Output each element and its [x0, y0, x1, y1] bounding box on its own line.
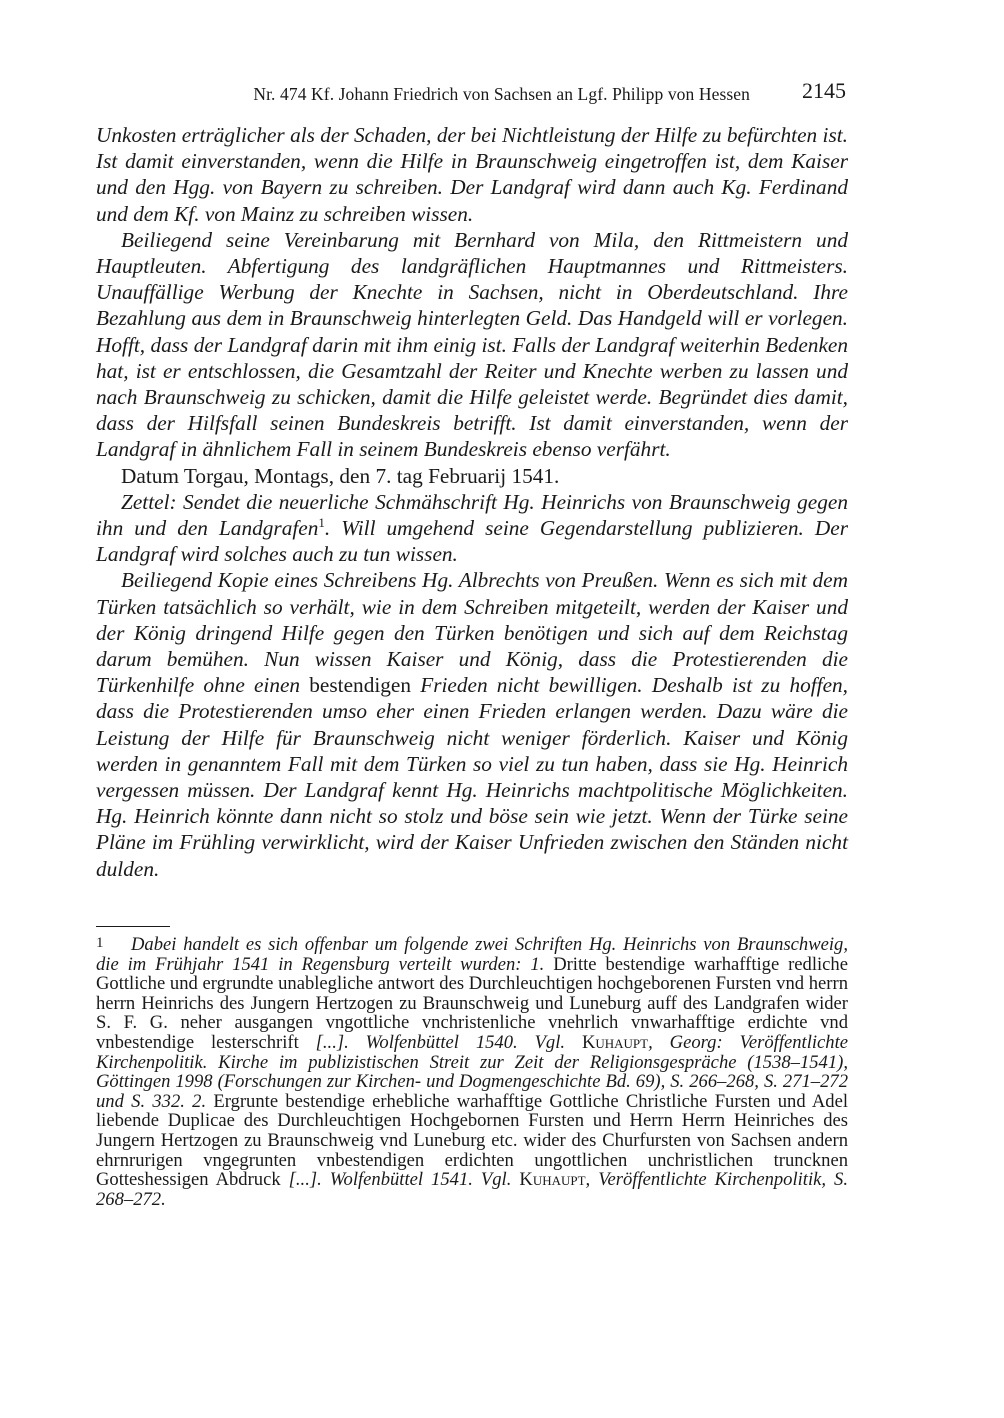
- footnote-title-1: Dritte bestendige warhafftige redliche Gottliche und ergrundte unablegliche antwort des Durchleuchtigen hochgeborenen Fursten vnd herrn herrn Heinrichs des Jungern Hertzogen zu Braunschweig und Luneburg auff des Landgrafen wider S. F. G. neher ausgangen vngottliche vnchristenliche vnehrlich vnwarhafftige erdichte vnd vnbestendige lesterschrift: [96, 953, 848, 1053]
- paragraph-4-text-c: Frieden nicht bewilligen. Deshalb ist zu hoffen, dass die Protestierenden umso eher einen Frieden erlangen werden. Dazu wäre die Leistung der Hilfe für Braunschweig nicht weniger förderlich. Kaiser und König werden in genanntem Fall mit dem Türken so viel zu tun haben, dass sie Hg. Heinrich vergessen müssen. Der Landgraf kennt Hg. Heinrichs machtpolitische Möglichkeiten. Hg. Heinrich könnte dann nicht so stolz und böse sein wie jetzt. Wenn der Türke seine Pläne im Frühling verwirklicht, wird der Kaiser Unfrieden zwischen den Ständen nicht dulden.: [96, 673, 848, 881]
- footnote-author-2: Kuhaupt: [519, 1169, 586, 1191]
- paragraph-1-text: Unkosten erträglicher als der Schaden, der bei Nichtleistung der Hilfe zu befürchten ist. Ist damit einverstanden, wenn die Hilfe in Braunschweig eingetroffen ist, dem Kaiser und den Hgg. von Bayern zu schreiben. Der Landgraf wird dann auch Kg. Ferdinand und dem Kf. von Mainz zu schreiben wissen.: [96, 123, 848, 226]
- footnote-1: [96, 934, 848, 1209]
- footnote-title-2: Ergrunte bestendige erhebliche warhafftige Gottliche Christliche Fursten und Adel liebende Duplicae des Durchleuchtigen Hochgebornen Fursten und Herrn Herrn Heinriches des Jungern Hertzogen zu Braunschweig vnd Luneburg etc. wider des Churfursten von Sachsen andern ehrnrurigen vngegrunten vnbestendigen erdichten ungottlichen unchristlichen truncknen Gotteshessigen Abdruck: [96, 1090, 848, 1191]
- footnote-text-e: , Georg: Veröffentlichte Kirchenpolitik. Kirche im publizistischen Streit zur Zeit der Religionsgespräche (1538–1541), Göttingen 1998 (Forschungen zur Kirchen- und Dogmengeschichte Bd. 69), S. 266–268, S. 271–272 und S. 332. 2.: [96, 1031, 848, 1112]
- footnote-text-a: Dabei handelt es sich offenbar um folgende zwei Schriften Hg. Heinrichs von Braunschweig, die im Frühjahr 1541 in Regensburg verteilt wurden: 1.: [96, 934, 848, 975]
- paragraph-1: [96, 122, 848, 227]
- running-head: Nr. 474 Kf. Johann Friedrich von Sachsen an Lgf. Philipp von Hessen: [253, 84, 750, 104]
- page-header: [96, 78, 848, 108]
- footnote-number: 1: [96, 935, 104, 951]
- paragraph-2: [96, 227, 848, 463]
- zettel-text-a: Zettel: Sendet die neuerliche Schmähschrift Hg. Heinrichs von Braunschweig gegen ihn und den Landgrafen: [96, 489, 848, 541]
- footnote-text-c: [...]. Wolfenbüttel 1540. Vgl.: [315, 1031, 582, 1053]
- main-text: [96, 122, 848, 882]
- datum-line: Datum Torgau, Montags, den 7. tag Februarij 1541.: [121, 463, 560, 488]
- footnote-author-1: Kuhaupt: [581, 1031, 649, 1053]
- paragraph-4-text-a: Beiliegend Kopie eines Schreibens Hg. Albrechts von Preußen. Wenn es sich mit dem Türken tatsächlich so verhält, wie in dem Schreiben mitgeteilt, werden der Kaiser und der König dringend Hilfe gegen den Türken benötigen und sich auf dem Reichstag darum bemühen. Nun wissen Kaiser und König, dass die Protestierenden die Türkenhilfe ohne einen: [96, 568, 848, 698]
- page-number: 2145: [802, 78, 846, 103]
- zettel-text-b: . Will umgehend seine Gegendarstellung publizieren. Der Landgraf wird solches auch zu tun wissen.: [96, 516, 848, 567]
- zettel-paragraph: [96, 489, 848, 568]
- footnote-text-g: [...]. Wolfenbüttel 1541. Vgl.: [288, 1169, 520, 1191]
- footnote-text-i: , Veröffentlichte Kirchenpolitik, S. 268–272.: [96, 1169, 848, 1210]
- paragraph-2-text: Beiliegend seine Vereinbarung mit Bernhard von Mila, den Rittmeistern und Hauptleuten. Abfertigung des landgräflichen Hauptmannes und Rittmeisters. Unauffällige Werbung der Knechte in Sachsen, nicht in Oberdeutschland. Ihre Bezahlung aus dem in Braunschweig hinterlegten Geld. Das Handgeld will er vorlegen. Hofft, dass der Landgraf darin mit ihm einig ist. Falls der Landgraf weiterhin Bedenken hat, ist er entschlossen, die Gesamtzahl der Reiter und Knechte werben zu lassen und nach Braunschweig zu schicken, damit die Hilfe geleistet werde. Begründet dies damit, dass der Hilfsfall seinen Bundeskreis betrifft. Ist damit einverstanden, wenn der Landgraf in ähnlichem Fall in seinem Bundeskreis ebenso verfährt.: [96, 227, 848, 462]
- footnote-rule: [96, 926, 170, 927]
- footnote-ref: 1: [318, 515, 325, 531]
- paragraph-4: [96, 567, 848, 881]
- paragraph-4-quote: bestendigen: [300, 673, 421, 698]
